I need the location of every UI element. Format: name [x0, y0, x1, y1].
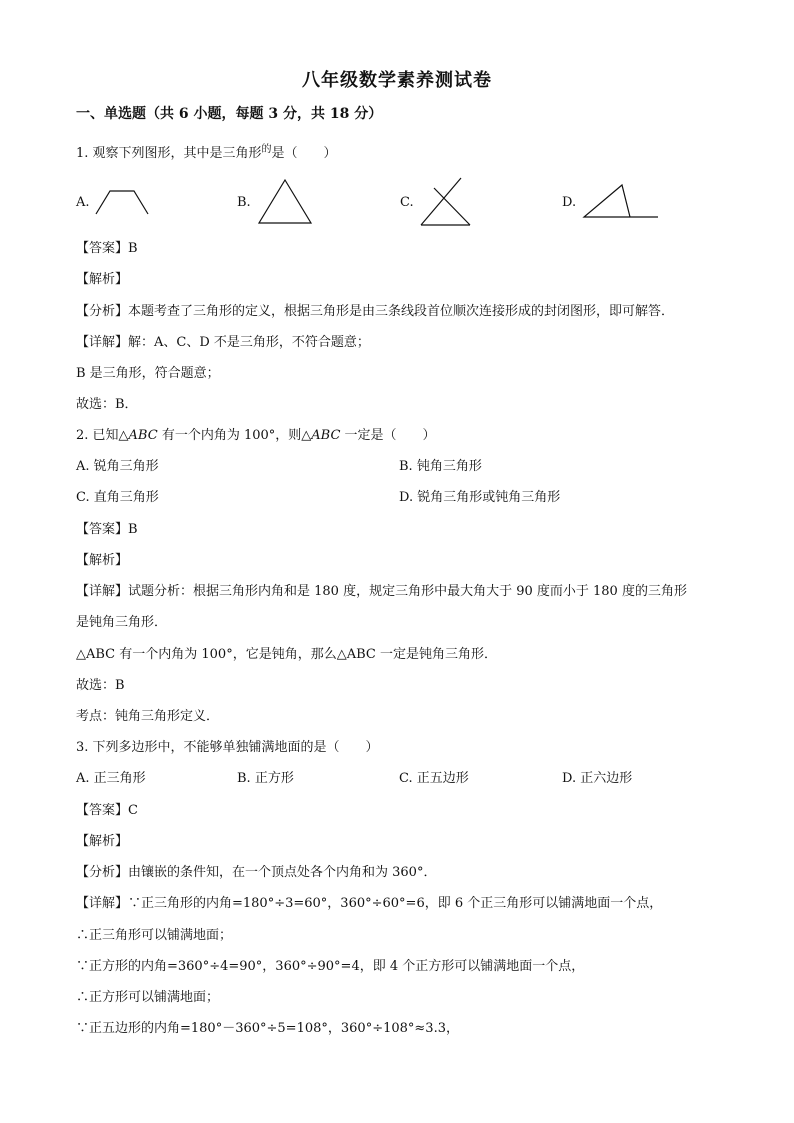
q1-figure-d-open-shape: [584, 185, 658, 217]
q1-choose: 故选：B．: [76, 397, 138, 412]
q1-stem-superscript: 的: [261, 144, 272, 155]
q2-option-d: D. 锐角三角形或钝角三角形: [399, 490, 561, 505]
q3-analysis: 【分析】由镶嵌的条件知，在一个顶点处各个内角和为 360°．: [76, 865, 437, 880]
q3-option-d: D. 正六边形: [562, 771, 633, 786]
page-title: 八年级数学素养测试卷: [302, 70, 492, 91]
q1-stem: [76, 145, 337, 164]
q3-option-a: A. 正三角形: [76, 771, 146, 786]
q3-answer: 【答案】C: [76, 803, 138, 818]
q3-option-b: B. 正方形: [237, 771, 294, 786]
q1-figure-c: [418, 176, 474, 228]
q3-detail-line-3: ∵正方形的内角=360°÷4=90°，360°÷90°=4，即 4 个正方形可以铺满地面一个点，: [76, 959, 585, 974]
q2-detail: 【详解】试题分析：根据三角形内角和是 180 度，规定三角形中最大角大于 90 度而小于 180 度的三角形: [76, 584, 687, 599]
section-heading: 一、单选题（共 6 小题，每题 3 分，共 18 分）: [76, 106, 383, 122]
q2-option-b: B. 钝角三角形: [399, 459, 482, 474]
q1-figure-d: [582, 182, 662, 222]
q2-stem-abc: ABC: [128, 428, 158, 443]
q1-detail-2: B 是三角形，符合题意；: [76, 366, 220, 381]
q3-analysis-heading: 【解析】: [76, 834, 129, 849]
q1-figure-a-open-shape: [96, 191, 148, 214]
q1-analysis: 【分析】本题考查了三角形的定义，根据三角形是由三条线段首位顺次连接形成的封闭图形，即可解答．: [76, 304, 675, 319]
q3-detail-line-5: ∵正五边形的内角=180°－360°÷5=108°，360°÷108°≈3.3，: [76, 1021, 459, 1036]
q1-analysis-heading: 【解析】: [76, 272, 129, 287]
q3-stem: 3. 下列多边形中，不能够单独铺满地面的是（ ）: [76, 740, 379, 755]
q3-option-c: C. 正五边形: [399, 771, 469, 786]
q1-stem-text-b: 是（ ）: [271, 146, 337, 161]
q2-detail-continued: 是钝角三角形．: [76, 615, 168, 630]
q2-point: 考点：钝角三角形定义．: [76, 709, 220, 724]
q1-option-c-label: C.: [400, 195, 414, 210]
q3-detail-line-2: ∴正三角形可以铺满地面；: [76, 928, 233, 943]
q2-stem-text-b: 有一个内角为 100°，则△: [157, 428, 312, 443]
q2-detail-2: △ABC 有一个内角为 100°，它是钝角，那么△ABC 一定是钝角三角形．: [76, 647, 497, 662]
q1-figure-c-line-3: [434, 188, 470, 225]
q2-answer: 【答案】B: [76, 522, 138, 537]
q1-option-d-label: D.: [562, 195, 577, 210]
q1-answer: 【答案】B: [76, 241, 138, 256]
q1-figure-b: [256, 178, 314, 226]
q2-option-c: C. 直角三角形: [76, 490, 159, 505]
q1-option-b-label: B.: [237, 195, 251, 210]
q2-stem: [76, 427, 436, 445]
q1-figure-b-triangle: [259, 180, 311, 223]
q2-option-a: A. 锐角三角形: [76, 459, 159, 474]
q2-analysis-heading: 【解析】: [76, 553, 129, 568]
q2-stem-abc-2: ABC: [311, 428, 341, 443]
q2-choose: 故选：B: [76, 678, 125, 693]
q1-figure-a: [92, 188, 152, 218]
q1-figure-c-line-1: [421, 178, 461, 225]
q2-stem-text-c: 一定是（ ）: [340, 428, 436, 443]
q3-detail: 【详解】∵正三角形的内角=180°÷3=60°，360°÷60°=6，即 6 个正三角形可以铺满地面一个点，: [76, 896, 663, 911]
q1-detail: 【详解】解：A、C、D 不是三角形，不符合题意；: [76, 335, 370, 350]
q3-detail-line-4: ∴正方形可以铺满地面；: [76, 990, 220, 1005]
q1-stem-text-a: 1. 观察下列图形，其中是三角形: [76, 146, 262, 161]
q1-option-a-label: A.: [76, 195, 90, 210]
q2-stem-text-a: 2. 已知△: [76, 428, 129, 443]
